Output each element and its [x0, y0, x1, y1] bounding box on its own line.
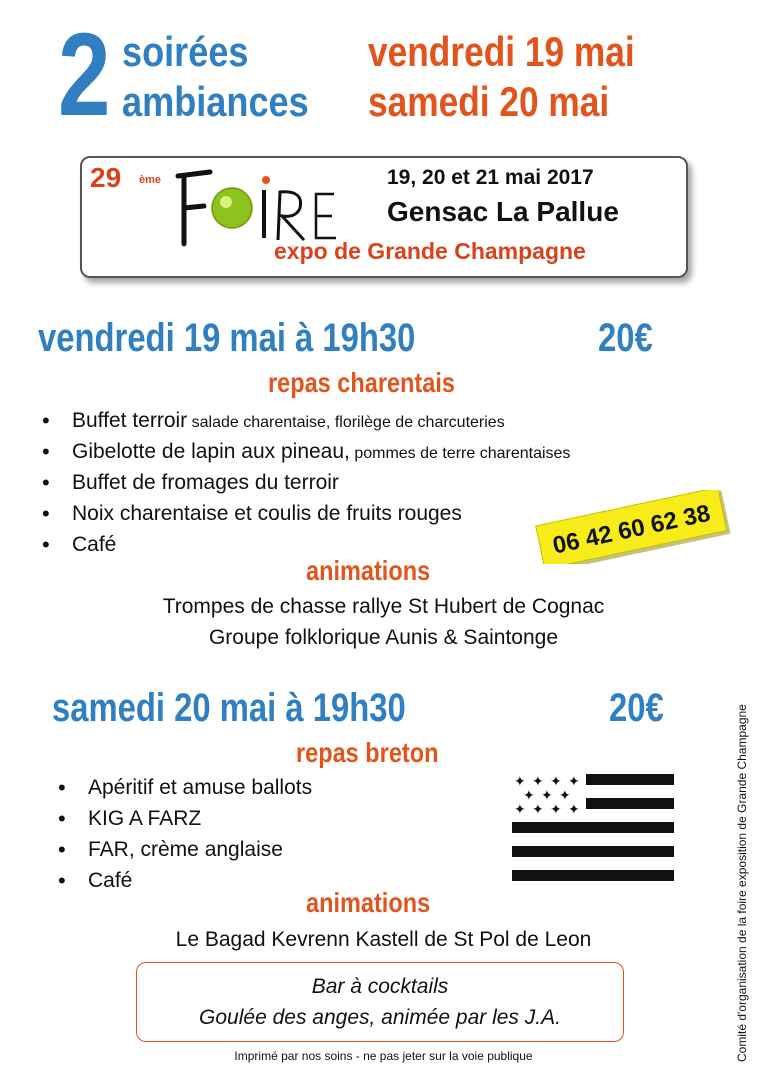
svg-text:✦: ✦	[514, 774, 526, 790]
breton-flag-icon	[510, 772, 674, 884]
fair-place: Gensac La Pallue	[387, 196, 619, 227]
bar-box	[136, 962, 624, 1042]
list-item: • Café	[42, 529, 570, 560]
animation-line: Trompes de chasse rallye St Hubert de Cognac	[162, 595, 605, 618]
saturday-animations	[0, 924, 767, 955]
header-line1: soirées	[122, 28, 249, 75]
saturday-price: 20€	[609, 686, 664, 730]
svg-text:✦: ✦	[514, 802, 526, 818]
bar-line1: Bar à cocktails	[311, 975, 449, 998]
saturday-animations-title: animations	[306, 887, 431, 918]
friday-meal-title: repas charentais	[268, 367, 455, 398]
list-item: • Café	[58, 865, 312, 896]
svg-text:✦: ✦	[568, 774, 580, 790]
fair-expo: expo de Grande Champagne	[274, 238, 586, 264]
header-date2: samedi 20 mai	[368, 78, 610, 125]
saturday-meal-title: repas breton	[296, 737, 439, 768]
friday-title: vendredi 19 mai à 19h30	[38, 316, 416, 360]
footer-note: Imprimé par nos soins - ne pas jeter sur la voie publique	[234, 1049, 533, 1063]
list-item: • KIG A FARZ	[58, 803, 312, 834]
header-count: 2	[58, 9, 111, 141]
fair-box	[80, 156, 688, 278]
svg-text:✦: ✦	[541, 788, 553, 804]
list-item: • Buffet de fromages du terroir	[42, 467, 570, 498]
svg-text:✦: ✦	[523, 788, 535, 804]
fair-edition-suffix: ème	[139, 174, 162, 186]
header-date1: vendredi 19 mai	[368, 28, 635, 75]
friday-price: 20€	[598, 316, 653, 360]
animation-line: Le Bagad Kevrenn Kastell de St Pol de Leon	[175, 928, 592, 951]
friday-animations	[0, 591, 767, 653]
svg-text:✦: ✦	[559, 788, 571, 804]
svg-text:✦: ✦	[550, 774, 562, 790]
friday-menu	[42, 405, 570, 560]
list-item: • FAR, crème anglaise	[58, 834, 312, 865]
list-item: • Apéritif et amuse ballots	[58, 772, 312, 803]
svg-text:✦: ✦	[532, 802, 544, 818]
friday-animations-title: animations	[306, 555, 431, 586]
fair-dates: 19, 20 et 21 mai 2017	[387, 166, 594, 189]
header-line2: ambiances	[122, 78, 309, 125]
svg-text:✦: ✦	[550, 802, 562, 818]
side-note-wrapper	[728, 618, 756, 1066]
fair-edition-number: 29	[90, 162, 122, 193]
phone-tag	[528, 490, 736, 564]
saturday-title: samedi 20 mai à 19h30	[52, 686, 406, 730]
list-item: • Gibelotte de lapin aux pineau, pommes de terre charentaises	[42, 436, 570, 467]
list-item: • Buffet terroir salade charentaise, florilège de charcuteries	[42, 405, 570, 436]
phone-number: 06 42 60 62 38	[550, 499, 713, 560]
list-item: • Noix charentaise et coulis de fruits rouges	[42, 498, 570, 529]
side-note: Comité d'organisation de la foire exposition de Grande Champagne	[735, 704, 749, 1062]
svg-text:✦: ✦	[532, 774, 544, 790]
svg-text:✦: ✦	[568, 802, 580, 818]
bar-line2: Goulée des anges, animée par les J.A.	[199, 1006, 561, 1029]
saturday-menu	[58, 772, 312, 896]
animation-line: Groupe folklorique Aunis & Saintonge	[208, 626, 559, 649]
